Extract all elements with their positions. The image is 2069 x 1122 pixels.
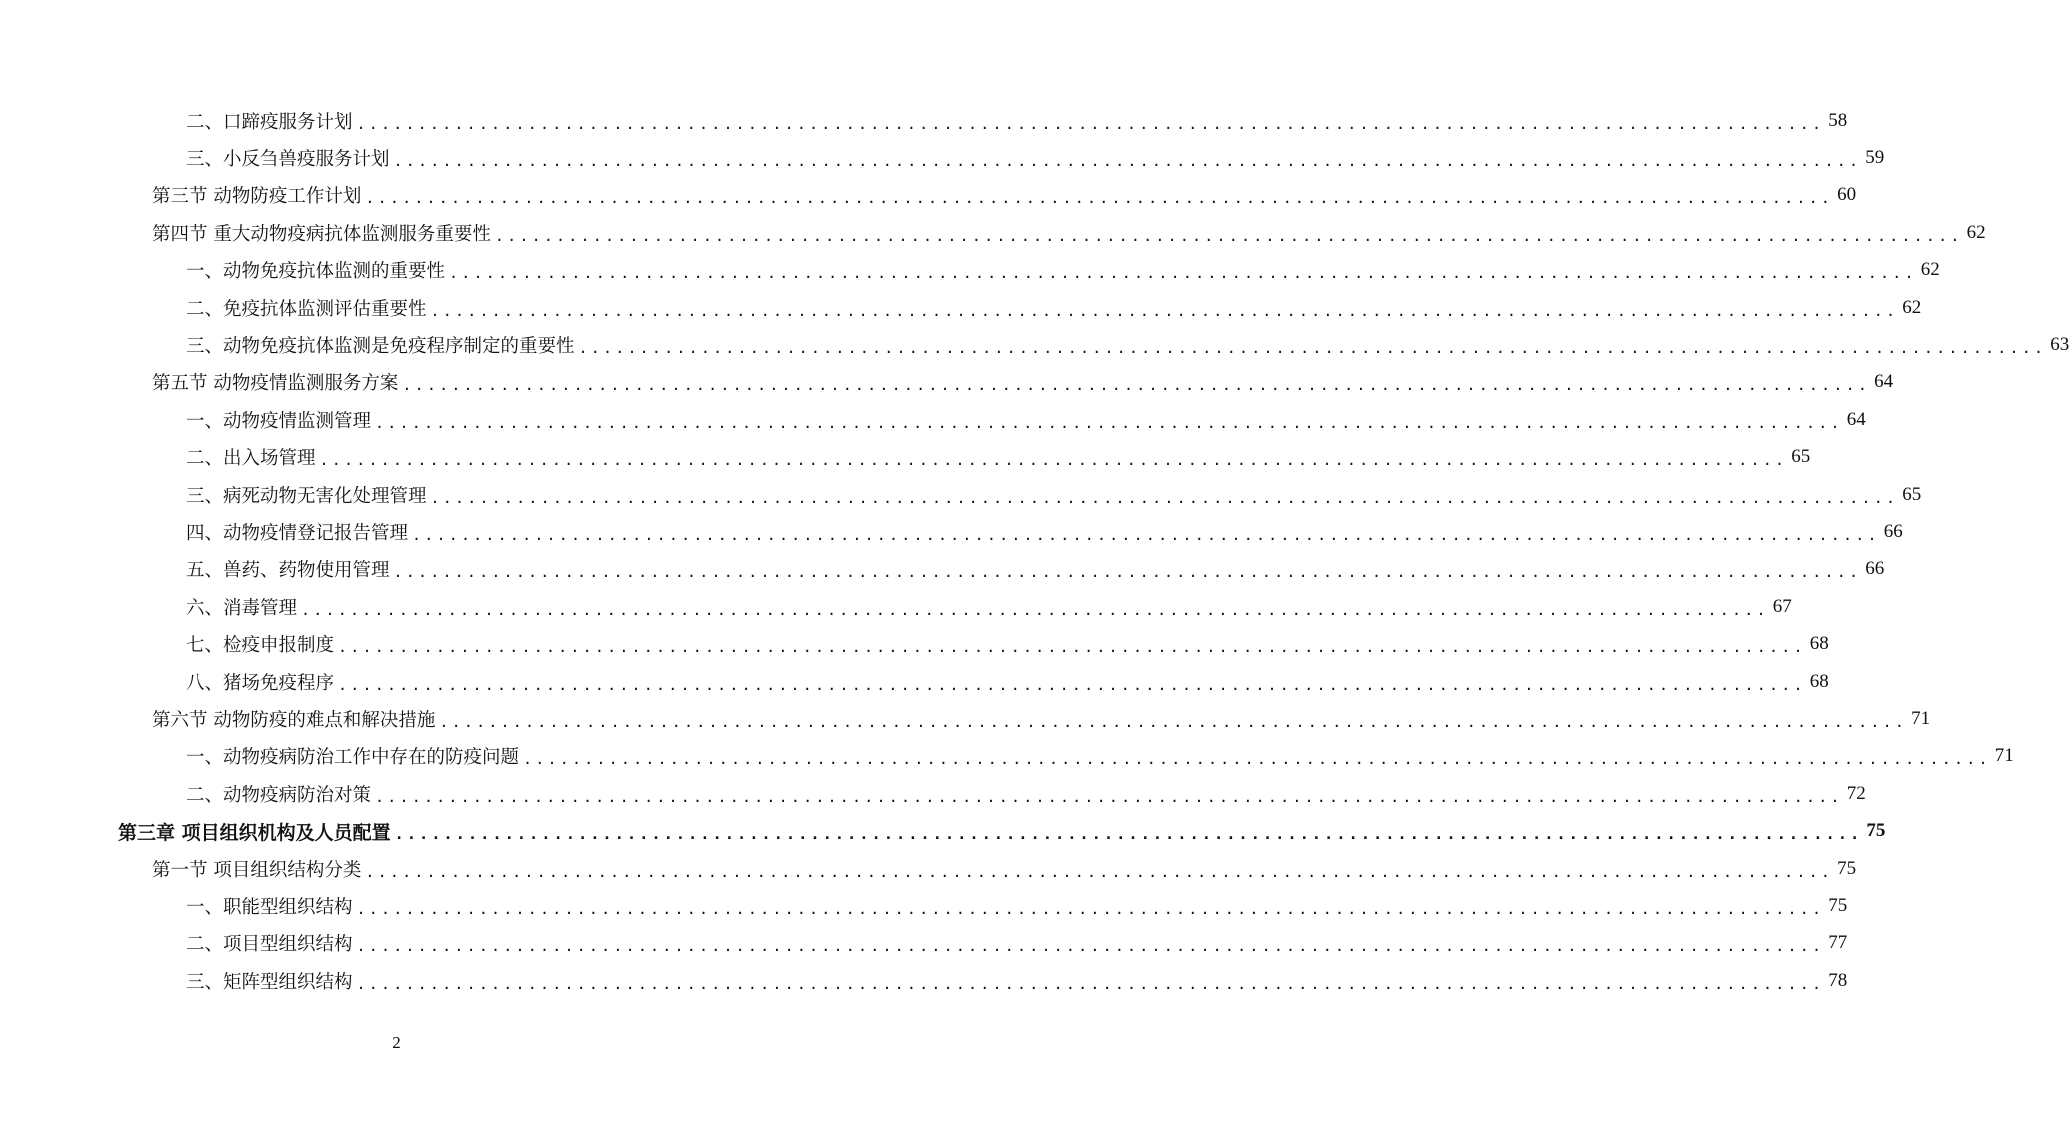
toc-entry-title: 二、出入场管理 — [186, 448, 316, 470]
toc-entry-title: 第四节 重大动物疫病抗体监测服务重要性 — [152, 223, 491, 245]
dot-leader: ........................................................................................................................ — [338, 675, 1806, 694]
toc-entry-page: 63 — [2050, 333, 2069, 355]
toc-entry[interactable] — [152, 700, 1931, 737]
toc-entry[interactable] — [186, 513, 1903, 550]
toc-entry[interactable] — [152, 214, 1986, 251]
dot-leader: ........................................................................................................................ — [375, 787, 1843, 806]
toc-entry-page: 66 — [1883, 520, 1903, 542]
toc-entry-page: 68 — [1809, 633, 1829, 655]
toc-entry-page: 62 — [1966, 221, 1986, 243]
toc-entry-page: 62 — [1920, 259, 1940, 281]
toc-entry-title: 第三节 动物防疫工作计划 — [152, 186, 362, 208]
toc-entry-page: 78 — [1828, 969, 1848, 991]
toc-entry-title: 一、职能型组织结构 — [186, 896, 353, 918]
toc-entry-title: 五、兽药、药物使用管理 — [186, 560, 390, 582]
toc-entry-page: 58 — [1828, 109, 1848, 131]
toc-entry-page: 64 — [1846, 408, 1866, 430]
toc-entry[interactable] — [186, 962, 1848, 999]
toc-entry-title: 六、消毒管理 — [186, 597, 298, 619]
dot-leader: ........................................................................................................................ — [523, 750, 1991, 769]
toc-entry-page: 66 — [1865, 558, 1885, 580]
toc-entry-title: 第三章 项目组织机构及人员配置 — [118, 821, 391, 844]
toc-entry-title: 二、动物疫病防治对策 — [186, 784, 372, 806]
dot-leader: ........................................................................................................................ — [356, 899, 1825, 918]
toc-entry[interactable] — [186, 626, 1829, 663]
toc-entry-page: 64 — [1874, 371, 1894, 393]
toc-entry[interactable] — [152, 364, 1894, 401]
toc-entry-title: 二、免疫抗体监测评估重要性 — [186, 298, 427, 320]
dot-leader: ........................................................................................................................ — [402, 376, 1871, 395]
toc-entry-title: 一、动物免疫抗体监测的重要性 — [186, 261, 446, 283]
dot-leader: ........................................................................................................................ — [412, 525, 1880, 544]
toc-entry-page: 60 — [1837, 184, 1857, 206]
dot-leader: ........................................................................................................................ — [578, 338, 2047, 357]
dot-leader: ........................................................................................................................ — [494, 226, 1963, 245]
dot-leader: ........................................................................................................................ — [375, 413, 1843, 432]
toc-entry-title: 第六节 动物防疫的难点和解决措施 — [152, 709, 436, 731]
toc-entry-title: 三、动物免疫抗体监测是免疫程序制定的重要性 — [186, 335, 575, 357]
toc-entry[interactable] — [186, 738, 2014, 775]
toc-entry-title: 二、项目型组织结构 — [186, 934, 353, 956]
toc-entry[interactable] — [186, 289, 1922, 326]
dot-leader: ........................................................................................................................ — [365, 862, 1834, 881]
dot-leader: ........................................................................................................................ — [356, 114, 1825, 133]
dot-leader: ........................................................................................................................ — [393, 151, 1862, 170]
toc-entry-title: 第一节 项目组织结构分类 — [152, 859, 362, 881]
toc-entry[interactable] — [186, 663, 1829, 700]
toc-entry-page: 71 — [1911, 707, 1931, 729]
toc-entry-title: 七、检疫申报制度 — [186, 635, 335, 657]
dot-leader: ........................................................................................................................ — [301, 600, 1769, 619]
dot-leader: ........................................................................................................................ — [439, 712, 1908, 731]
toc-entry-title: 第五节 动物疫情监测服务方案 — [152, 373, 399, 395]
toc-entry-title: 三、矩阵型组织结构 — [186, 971, 353, 993]
toc-entry[interactable] — [186, 102, 1848, 139]
toc-entry-page: 59 — [1865, 146, 1885, 168]
toc-entry[interactable] — [186, 588, 1792, 625]
toc-entry-page: 71 — [1994, 745, 2014, 767]
dot-leader: ........................................................................................................................ — [365, 189, 1834, 208]
toc-entry-page: 72 — [1846, 782, 1866, 804]
toc-entry-title: 二、口蹄疫服务计划 — [186, 111, 353, 133]
toc-entry[interactable] — [186, 551, 1885, 588]
toc-entry[interactable] — [186, 326, 2069, 363]
toc-entry-title: 一、动物疫情监测管理 — [186, 410, 372, 432]
toc-entry-page: 68 — [1809, 670, 1829, 692]
toc-entry[interactable] — [186, 775, 1866, 812]
toc-entry-page: 67 — [1772, 595, 1792, 617]
toc-entry-page: 77 — [1828, 932, 1848, 954]
toc-entry[interactable] — [186, 401, 1866, 438]
toc-entry[interactable] — [186, 476, 1922, 513]
dot-leader: ........................................................................................................................ — [356, 974, 1825, 993]
toc-entry-title: 一、动物疫病防治工作中存在的防疫问题 — [186, 747, 520, 769]
dot-leader: ........................................................................................................................ — [430, 301, 1899, 320]
dot-leader: ........................................................................................................................ — [394, 825, 1863, 844]
dot-leader: ........................................................................................................................ — [430, 488, 1899, 507]
dot-leader: ........................................................................................................................ — [356, 937, 1825, 956]
toc-entry[interactable] — [152, 177, 1857, 214]
dot-leader: ........................................................................................................................ — [449, 264, 1917, 283]
toc-entry[interactable] — [186, 887, 1848, 924]
dot-leader: ........................................................................................................................ — [393, 563, 1862, 582]
page-number: 2 — [392, 1033, 401, 1052]
toc-entry-title: 八、猪场免疫程序 — [186, 672, 335, 694]
toc-entry[interactable] — [186, 439, 1811, 476]
toc-chapter-entry[interactable] — [118, 813, 1886, 850]
toc-entry[interactable] — [186, 925, 1848, 962]
dot-leader: ........................................................................................................................ — [338, 638, 1806, 657]
toc-entry-page: 65 — [1902, 483, 1922, 505]
toc-entry-page: 75 — [1866, 820, 1886, 842]
dot-leader: ........................................................................................................................ — [319, 451, 1788, 470]
toc-entry-page: 75 — [1837, 857, 1857, 879]
toc-entry-title: 四、动物疫情登记报告管理 — [186, 522, 409, 544]
toc-entry[interactable] — [186, 139, 1885, 176]
toc-entry-title: 三、小反刍兽疫服务计划 — [186, 148, 390, 170]
toc-entry-page: 62 — [1902, 296, 1922, 318]
toc-entry-title: 三、病死动物无害化处理管理 — [186, 485, 427, 507]
toc-entry-page: 75 — [1828, 894, 1848, 916]
toc-entry[interactable] — [186, 252, 1940, 289]
toc-entry[interactable] — [152, 850, 1857, 887]
toc-entry-page: 65 — [1791, 446, 1811, 468]
